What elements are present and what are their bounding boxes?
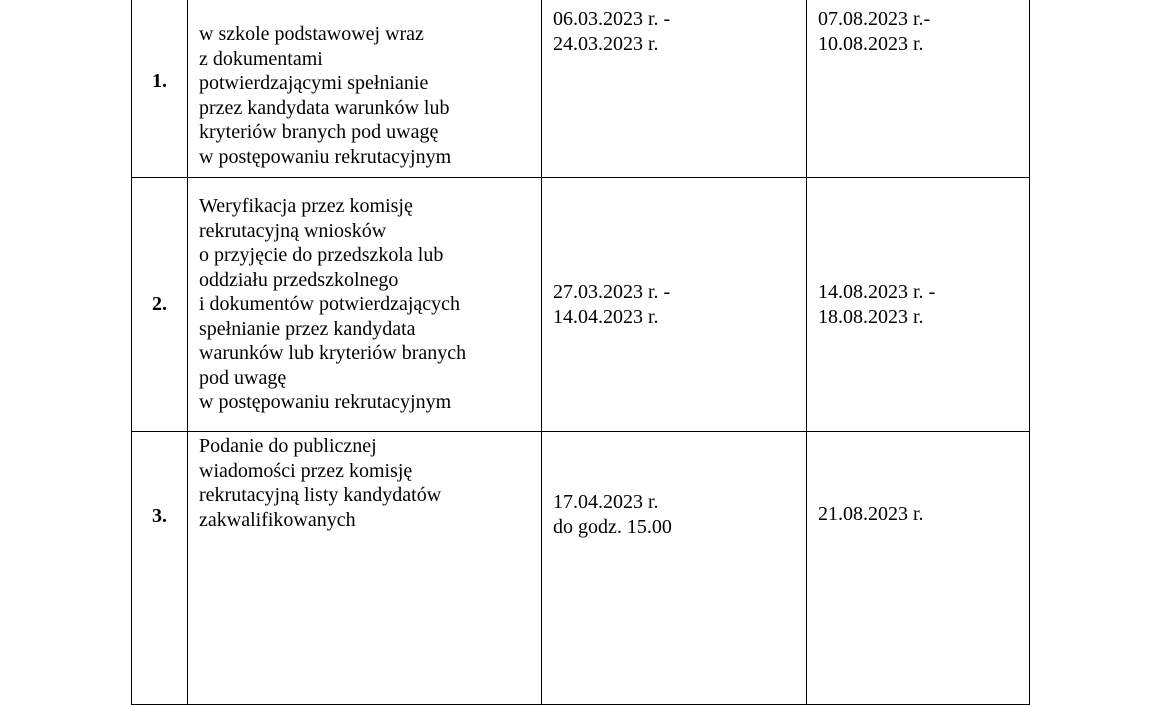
description-line: wiadomości przez komisję [199, 459, 413, 482]
description-line: w postępowaniu rekrutacyjnym [199, 391, 452, 414]
main-term-line: 06.03.2023 r. - [553, 8, 671, 30]
stage-description [188, 432, 542, 705]
description-line: o przyjęcie do przedszkola lub [199, 244, 444, 267]
description-line: rekrutacyjną listy kandydatów [199, 484, 442, 506]
row-number: 1. [132, 0, 188, 178]
description-line: zakwalifikowanych [199, 508, 356, 531]
supplementary-term-cell [807, 432, 1030, 705]
supplementary-term-line: 18.08.2023 r. [818, 305, 924, 328]
description-line: kryteriów branych pod uwagę [199, 121, 439, 143]
description-line: spełnianie przez kandydata [199, 317, 416, 340]
main-term-line: 24.03.2023 r. [553, 32, 659, 55]
description-line: przez kandydata warunków lub [199, 96, 450, 119]
table-row [132, 432, 1030, 705]
supplementary-term-line: 14.08.2023 r. - [818, 281, 936, 303]
recruitment-schedule-table [131, 0, 1030, 705]
row-number: 2. [132, 178, 188, 432]
supplementary-term-line: 07.08.2023 r.- [818, 8, 931, 30]
main-term-line: 14.04.2023 r. [553, 305, 659, 328]
table-row [132, 0, 1030, 178]
description-line: Weryfikacja przez komisję [199, 195, 413, 218]
main-term-line: 27.03.2023 r. - [553, 281, 671, 303]
description-line: potwierdzającymi spełnianie [199, 72, 429, 94]
description-line: i dokumentów potwierdzających [199, 293, 461, 316]
description-line: rekrutacyjną wniosków [199, 219, 387, 242]
description-line: w szkole podstawowej wraz [199, 23, 424, 45]
description-line: w postępowaniu rekrutacyjnym [199, 145, 452, 168]
supplementary-term-line: 21.08.2023 r. [818, 503, 924, 525]
description-line: warunków lub kryteriów branych [199, 342, 467, 365]
description-line: z dokumentami [199, 47, 323, 70]
stage-description [188, 0, 542, 178]
supplementary-term-cell [807, 178, 1030, 432]
description-line: pod uwagę [199, 366, 287, 389]
description-line: oddziału przedszkolnego [199, 268, 399, 291]
main-term-line: 17.04.2023 r. [553, 491, 659, 513]
table-row [132, 178, 1030, 432]
supplementary-term-line: 10.08.2023 r. [818, 32, 924, 55]
main-term-line: do godz. 15.00 [553, 515, 672, 538]
main-term-cell [542, 178, 807, 432]
row-number: 3. [132, 432, 188, 705]
main-term-cell [542, 432, 807, 705]
stage-description [188, 178, 542, 432]
main-term-cell [542, 0, 807, 178]
supplementary-term-cell [807, 0, 1030, 178]
description-line: Podanie do publicznej [199, 435, 377, 457]
